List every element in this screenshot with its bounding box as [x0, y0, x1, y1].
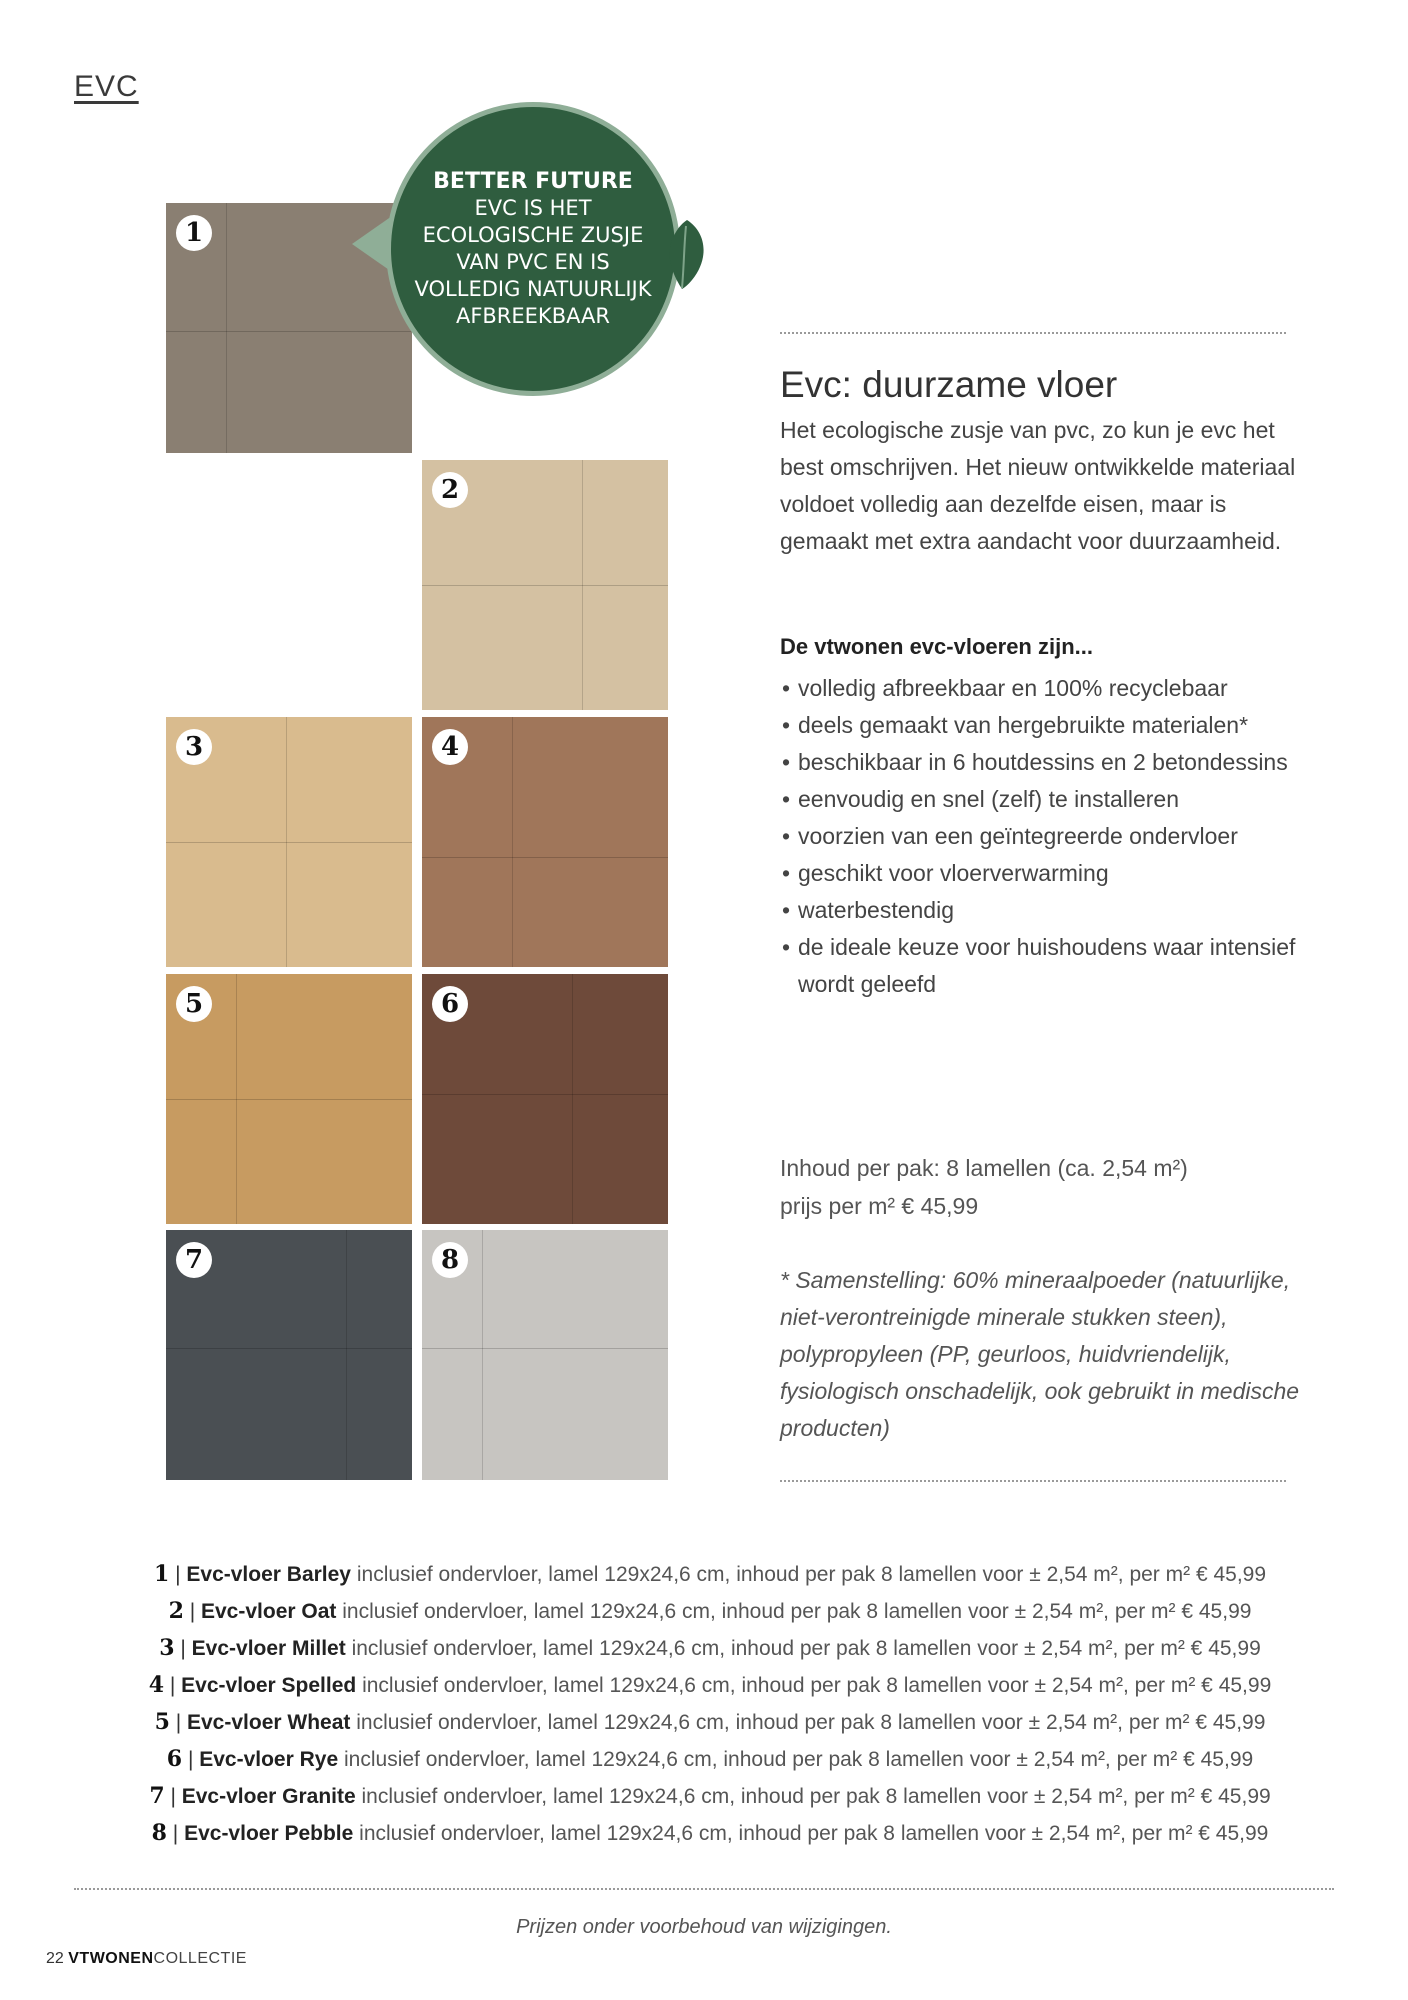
product-description: inclusief ondervloer, lamel 129x24,6 cm, inhoud per pak 8 lamellen voor ± 2,54 m², per m² € 45,99	[362, 1674, 1272, 1697]
product-row	[60, 1704, 1360, 1741]
badge-line: EVC IS HET	[474, 196, 592, 220]
product-row	[60, 1741, 1360, 1778]
feature-item: • beschikbaar in 6 houtdessins en 2 betondessins	[780, 744, 1300, 781]
badge-line: VAN PVC EN IS	[456, 250, 610, 274]
product-name: Evc-vloer Wheat	[187, 1711, 351, 1734]
sample-number-badge: 5	[176, 986, 212, 1022]
product-row	[60, 1667, 1360, 1704]
divider-top	[780, 332, 1286, 334]
product-list	[60, 1556, 1360, 1852]
separator: |	[166, 1822, 185, 1845]
product-row	[60, 1556, 1360, 1593]
better-future-badge-text	[404, 168, 662, 330]
product-row	[60, 1778, 1360, 1815]
product-number: 8	[151, 1820, 167, 1846]
price-disclaimer: Prijzen onder voorbehoud van wijzigingen.	[516, 1916, 892, 1938]
feature-item: • volledig afbreekbaar en 100% recyclebaar	[780, 670, 1300, 707]
price-per-m2: prijs per m² € 45,99	[780, 1193, 979, 1219]
product-name: Evc-vloer Barley	[186, 1563, 351, 1586]
footer-divider	[74, 1888, 1334, 1890]
separator: |	[183, 1600, 201, 1623]
feature-item: • deels gemaakt van hergebruikte materialen*	[780, 707, 1300, 744]
product-name: Evc-vloer Rye	[199, 1748, 339, 1771]
sample-number-badge: 8	[432, 1242, 468, 1278]
floor-sample-5	[166, 974, 412, 1224]
feature-item: • eenvoudig en snel (zelf) te installeren	[780, 781, 1300, 818]
product-description: inclusief ondervloer, lamel 129x24,6 cm, inhoud per pak 8 lamellen voor ± 2,54 m², per m² € 45,99	[351, 1637, 1261, 1660]
article-intro: Het ecologische zusje van pvc, zo kun je evc het best omschrijven. Het nieuw ontwikkelde materiaal voldoet volledig aan dezelfde eisen, maar is gemaakt met extra aandacht voor duurzaamheid.	[780, 417, 1296, 554]
floor-sample-6	[422, 974, 668, 1224]
product-name: Evc-vloer Pebble	[184, 1822, 354, 1845]
badge-line: ECOLOGISCHE ZUSJE	[422, 223, 644, 247]
product-number: 2	[168, 1598, 184, 1624]
composition-footnote: * Samenstelling: 60% mineraalpoeder (natuurlijke, niet-verontreinigde minerale stukken steen), polypropyleen (PP, geurloos, huidvriendelijk, fysiologisch onschadelijk, ook gebruikt in medische producten)	[780, 1267, 1300, 1441]
page-number: 22	[46, 1950, 64, 1967]
sample-number-badge: 1	[176, 215, 212, 251]
badge-title: BETTER FUTURE	[433, 169, 633, 194]
feature-list-title: De vtwonen evc-vloeren zijn...	[780, 634, 1093, 659]
product-number: 7	[149, 1783, 165, 1809]
badge-line: AFBREEKBAAR	[455, 304, 611, 328]
floor-sample-8	[422, 1230, 668, 1480]
pack-content: Inhoud per pak: 8 lamellen (ca. 2,54 m²)	[780, 1155, 1188, 1181]
floor-sample-3	[166, 717, 412, 967]
product-name: Evc-vloer Millet	[191, 1637, 346, 1660]
product-description: inclusief ondervloer, lamel 129x24,6 cm, inhoud per pak 8 lamellen voor ± 2,54 m², per m² € 45,99	[344, 1748, 1254, 1771]
sample-number-badge: 3	[176, 729, 212, 765]
divider-bottom	[780, 1480, 1286, 1482]
floor-sample-4	[422, 717, 668, 967]
feature-item: • geschikt voor vloerverwarming	[780, 855, 1300, 892]
separator: |	[169, 1563, 187, 1586]
separator: |	[182, 1748, 200, 1771]
sample-number-badge: 4	[432, 729, 468, 765]
sample-number-badge: 6	[432, 986, 468, 1022]
brand-name: VTWONEN	[68, 1950, 154, 1967]
product-row	[60, 1593, 1360, 1630]
feature-item: • waterbestendig	[780, 892, 1300, 929]
feature-item: • voorzien van een geïntegreerde ondervloer	[780, 818, 1300, 855]
feature-list	[780, 670, 1300, 1003]
product-description: inclusief ondervloer, lamel 129x24,6 cm, inhoud per pak 8 lamellen voor ± 2,54 m², per m² € 45,99	[356, 1563, 1267, 1586]
product-description: inclusief ondervloer, lamel 129x24,6 cm, inhoud per pak 8 lamellen voor ± 2,54 m², per m² € 45,99	[361, 1785, 1271, 1808]
separator: |	[164, 1674, 182, 1697]
floor-sample-2	[422, 460, 668, 710]
sample-number-badge: 7	[176, 1242, 212, 1278]
floor-sample-7	[166, 1230, 412, 1480]
product-name: Evc-vloer Spelled	[181, 1674, 357, 1697]
product-description: inclusief ondervloer, lamel 129x24,6 cm, inhoud per pak 8 lamellen voor ± 2,54 m², per m² € 45,99	[356, 1711, 1266, 1734]
product-number: 4	[148, 1672, 165, 1698]
product-number: 3	[159, 1635, 175, 1661]
badge-line: VOLLEDIG NATUURLIJK	[414, 277, 652, 301]
product-row	[60, 1815, 1360, 1852]
product-name: Evc-vloer Granite	[181, 1785, 356, 1808]
product-row	[60, 1630, 1360, 1667]
separator: |	[164, 1785, 182, 1808]
leaf-icon	[662, 218, 712, 290]
page-footer	[46, 1950, 247, 1968]
product-number: 6	[166, 1746, 183, 1772]
collection-label: COLLECTIE	[153, 1950, 247, 1967]
article-headline: Evc: duurzame vloer	[780, 364, 1118, 405]
feature-item: • de ideale keuze voor huishoudens waar intensief wordt geleefd	[780, 929, 1300, 1003]
sample-number-badge: 2	[432, 472, 468, 508]
product-description: inclusief ondervloer, lamel 129x24,6 cm, inhoud per pak 8 lamellen voor ± 2,54 m², per m² € 45,99	[342, 1600, 1252, 1623]
section-label: EVC	[74, 70, 139, 103]
product-number: 1	[153, 1561, 170, 1587]
product-description: inclusief ondervloer, lamel 129x24,6 cm, inhoud per pak 8 lamellen voor ± 2,54 m², per m² € 45,99	[359, 1822, 1269, 1845]
product-number: 5	[154, 1709, 170, 1735]
product-name: Evc-vloer Oat	[201, 1600, 337, 1623]
separator: |	[169, 1711, 187, 1734]
separator: |	[174, 1637, 192, 1660]
